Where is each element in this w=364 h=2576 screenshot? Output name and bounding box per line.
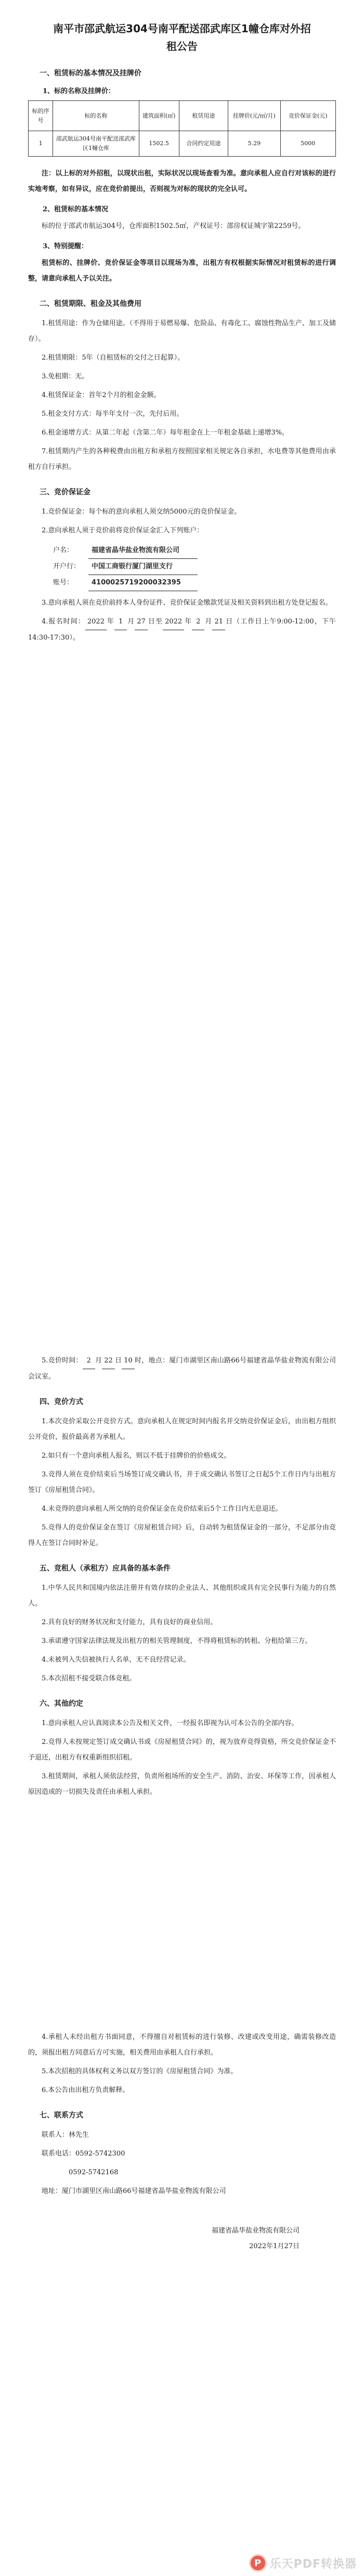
heading-section-7: 七、联系方式 [40, 2111, 83, 2120]
contact-person: 联系人：林先生 [42, 2131, 89, 2139]
account-number-line [53, 575, 336, 591]
bid-day: 22 [102, 1353, 115, 1369]
cell-area: 1502.5 [139, 131, 179, 157]
bond-amount-paragraph: 1.竞价保证金：每个标的意向承租人须交纳5000元的竞价保证金。 [42, 508, 241, 516]
account-bank-value: 中国工商银行厦门湖里支行 [88, 559, 198, 575]
contact-address: 地址：厦门市湖里区南山路66号福建省晶华盐业物流有限公司 [42, 2187, 226, 2195]
cell-name: 邵武航运304号南平配送邵武库区1幢仓库 [53, 131, 139, 157]
doc-title: 南平市邵武航运304号南平配送邵武库区1幢仓库对外招租公告 [53, 22, 311, 53]
account-name-line [53, 543, 336, 559]
account-number-value: 4100025719200032395 [88, 575, 198, 591]
heading-section-1: 一、租赁标的基本情况及挂牌价 [40, 69, 141, 78]
heading-item-1-1: 1、标的名称及挂牌价： [43, 87, 115, 95]
signature-date: 2022年1月27日 [249, 2242, 300, 2250]
heading-section-3: 三、竞价保证金 [40, 488, 90, 496]
watermark-text: 乐天PDF转换器 [269, 2557, 357, 2571]
contact-phone-1: 联系电话：0592-5742300 [42, 2150, 125, 2158]
th-area: 建筑面积(㎡) [139, 101, 179, 131]
method-paragraph-4: 4.未竞得的意向承租人所交纳的竞价保证金在竞价结束后5个工作日内无息退还。 [42, 1505, 282, 1513]
other-paragraph-4: 4.承租人未经出租方书面同意，不得擅自对租赁标的进行装修、改建或改变用途，确需装修改造的，须报出租方同意后方可实施，相关费用由承租人自行承担。 [28, 2033, 336, 2057]
th-bond: 竞价保证金(元) [280, 101, 335, 131]
bid-place: ，地点：厦门市湖里区南山路66号福建省晶华盐业物流有限公司会议室。 [28, 1357, 336, 1381]
qualification-paragraph-2: 2.具有良好的财务状况和支付能力，具有良好的商业信用。 [42, 1618, 217, 1626]
bid-month: 2 [83, 1353, 95, 1369]
heading-item-1-3: 3、特别提醒： [43, 243, 88, 250]
bond-transfer-paragraph: 2.意向承租人须于竞价前将竞价保证金汇入下列账户： [42, 527, 204, 534]
increase-paragraph: 6.租金递增方式：从第二年起（含第二年）每年租金在上一年租金基础上递增3%。 [42, 429, 289, 437]
method-paragraph-1: 1.本次竞价采取公开竞价方式。意向承租人在规定时间内报名并交纳竞价保证金后，由出租方组织公开竞价，报价最高者为承租人。 [28, 1418, 336, 1441]
registration-time-paragraph: 4.报名时间： 2022 年 1 月 27 日至 2022 年 2 月 21 日（工作日上午9:00-12:00，下午14:30-17:30）。 [28, 614, 336, 646]
contact-block [28, 2127, 336, 2199]
bid-time-paragraph: 5.竞价时间： 2 月 22 日 10 时，地点：厦门市湖里区南山路66号福建省晶华盐业物流有限公司会议室。 [28, 1353, 336, 1385]
payment-paragraph: 5.租金支付方式：每半年支付一次，先付后用。 [42, 410, 184, 418]
bank-account-block [53, 543, 336, 591]
cell-use: 合同约定用途 [179, 131, 228, 157]
reg-start-day: 27 [135, 614, 148, 630]
page-section-2 [0, 1353, 364, 1803]
property-table [28, 100, 336, 157]
page-section-1 [0, 0, 364, 646]
reg-end-month: 2 [192, 614, 204, 630]
reg-start-month: 1 [114, 614, 127, 630]
qualification-paragraph-3: 3.承诺遵守国家法律法规及出租方的相关管理制度，不得将租赁标的转租、分租给第三方。 [42, 1637, 312, 1645]
heading-section-4: 四、竞价方式 [40, 1398, 83, 1406]
other-paragraph-6: 6.本公告由出租方负责解释。 [42, 2086, 129, 2094]
th-index: 标的序号 [29, 101, 53, 131]
reminder-paragraph: 租赁标的、挂牌价、竞价保证金等项目以现场为准，出租方有权根据实际情况对租赁标的进行调整，请意向承租人予以关注。 [28, 259, 336, 283]
th-name: 标的名称 [53, 101, 139, 131]
note-paragraph: 注：以上标的对外招租，以现状出租，实际状况以现场查看为准。意向承租人应自行对该标的进行实地考察，如有异议，应在竞价前提出，否则视为对标的现状的完全认可。 [28, 170, 336, 193]
cell-bond: 5000 [280, 131, 335, 157]
account-bank-line [53, 559, 336, 575]
reg-end-year: 2022 [163, 614, 184, 630]
qualification-paragraph-5: 5.本次招租不接受联合体竞租。 [42, 1675, 136, 1682]
table-header-row [29, 101, 336, 131]
basic-info-paragraph: 标的位于邵武市航运304号，仓库面积1502.5㎡，产权证号：邵房权证城字第2259号。 [42, 222, 305, 230]
free-period-paragraph: 3.免租期：无。 [42, 373, 89, 380]
th-use: 租赁用途 [179, 101, 228, 131]
bid-hour: 10 [122, 1353, 135, 1369]
th-price: 挂牌价(元/㎡/月) [228, 101, 280, 131]
deposit-paragraph: 4.租赁保证金：首年2个月的租金金额。 [42, 391, 161, 399]
contact-phone-2: 0592-5742168 [69, 2169, 119, 2176]
other-paragraph-5: 5.本次招租的具体权利义务以双方签订的《房屋租赁合同》为准。 [42, 2068, 238, 2075]
page-section-3 [0, 2030, 364, 2254]
heading-section-5: 五、竞租人（承租方）应具备的基本条件 [40, 1564, 171, 1573]
account-name-label: 户名： [53, 546, 74, 554]
reg-start-year: 2022 [85, 614, 107, 630]
method-paragraph-3: 3.竞得人须在竞价结束后当场签订成交确认书，并于成交确认书签订之日起5个工作日内与出租方签订《房屋租赁合同》。 [28, 1471, 336, 1494]
other-paragraph-3: 3.租赁期间，承租人须依法经营，负责所租场所的安全生产、消防、治安、环保等工作，因承租人原因造成的一切损失及责任由承租人承担。 [28, 1772, 336, 1796]
cell-price: 5.29 [228, 131, 280, 157]
other-paragraph-1: 1.意向承租人应认真阅读本公告及相关文件，一经报名即视为认可本公告的全部内容。 [42, 1719, 298, 1727]
converter-watermark [249, 2554, 357, 2572]
cell-index: 1 [29, 131, 53, 157]
qualification-paragraph-1: 1.中华人民共和国境内依法注册并有效存续的企业法人、其他组织或具有完全民事行为能力的自然人。 [28, 1584, 336, 1608]
heading-section-2: 二、租赁期限、租金及其他费用 [40, 300, 141, 308]
heading-section-6: 六、其他约定 [40, 1700, 83, 1708]
bid-time-label: 5.竞价时间： [42, 1357, 83, 1364]
reg-end-day: 21 [212, 614, 225, 630]
tax-paragraph: 7.租赁期内产生的各种税费由出租方和承租方按照国家相关规定各自承担，水电费等其他费用由承租方自行承担。 [28, 448, 336, 471]
term-paragraph: 2.租赁期限：5年（自租赁标的交付之日起算）。 [42, 354, 185, 362]
watermark-logo-icon: P [249, 2554, 267, 2572]
account-name-value: 福建省晶华盐业物流有限公司 [88, 543, 198, 559]
method-paragraph-2: 2.如只有一个意向承租人报名，则以不低于挂牌价的价格成交。 [42, 1452, 231, 1460]
qualification-paragraph-4: 4.未被列入失信被执行人名单，无不良经营记录。 [42, 1656, 190, 1664]
registration-docs-paragraph: 3.意向承租人须在竞价前持本人身份证件、竞价保证金缴款凭证及相关资料到出租方处登记报名。 [42, 599, 332, 607]
heading-item-1-2: 2、租赁标的基本情况 [43, 206, 109, 213]
table-row [29, 131, 336, 157]
registration-time-label: 4.报名时间： [42, 618, 85, 626]
registration-hours: （工作日上午9:00-12:00，下午14:30-17:30）。 [28, 618, 336, 642]
account-number-label: 账号： [53, 579, 74, 586]
account-bank-label: 开户行： [53, 563, 81, 570]
other-paragraph-2: 2.竞得人未按规定签订成交确认书或《房屋租赁合同》的，视为放弃竞得资格，所交竞价保证金不予退还，出租方有权重新组织招租。 [28, 1738, 336, 1762]
use-paragraph: 1.租赁用途：作为仓储用途。（不得用于易燃易爆、危险品、有毒化工、腐蚀性物品生产、加工及储存）。 [28, 320, 336, 343]
method-paragraph-5: 5.竞得人的竞价保证金在签订《房屋租赁合同》后，自动转为租赁保证金的一部分，不足部分由竞得人在签订合同时补足。 [28, 1524, 336, 1547]
signature-org: 福建省晶华盐业物流有限公司 [211, 2227, 300, 2235]
